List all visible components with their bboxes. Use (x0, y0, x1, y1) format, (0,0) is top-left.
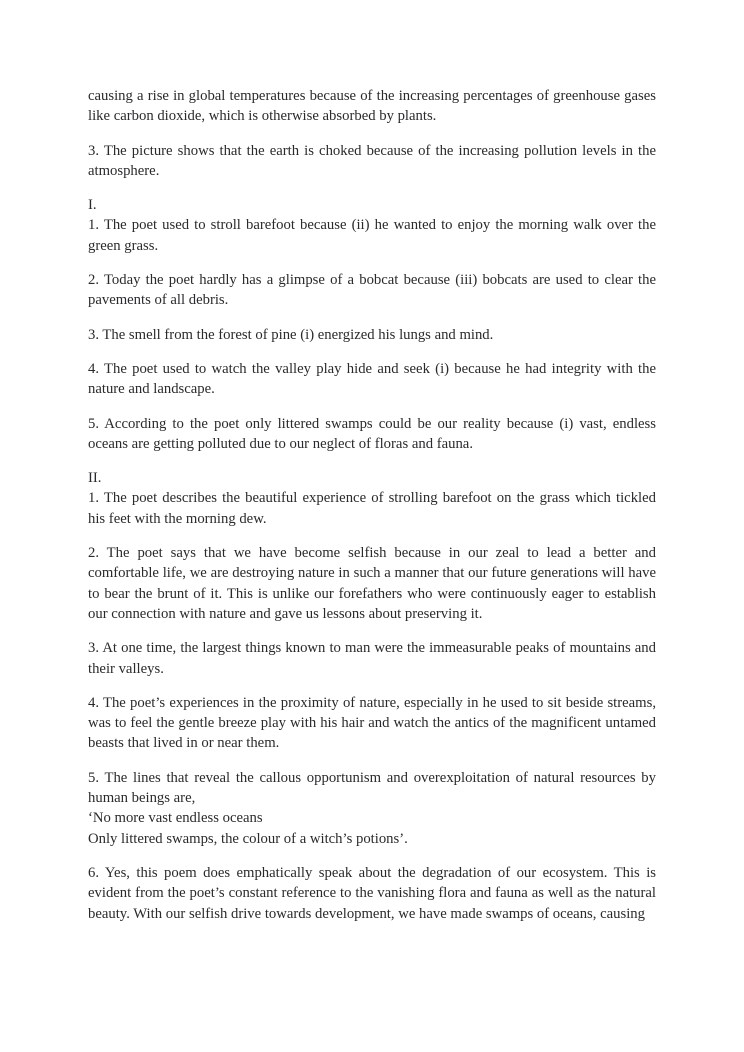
section-two-answer-2: 2. The poet says that we have become selfish because in our zeal to lead a better and comfortable life, we are destroying nature in such a manner that our future generations will have to bear the brunt of it. This is unlike our forefathers who were continuously eager to establish our connection with nature and gave us lessons about preserving it. (88, 545, 656, 622)
section-one-answer-4: 4. The poet used to watch the valley play hide and seek (i) because he had integrity with the nature and landscape. (88, 360, 656, 398)
section-two-answer-4: 4. The poet’s experiences in the proximity of nature, especially in he used to sit beside streams, was to feel the gentle breeze play with his hair and watch the antics of the magnificent untamed beasts that lived in or near them. (88, 694, 656, 752)
section-one-answer-2: 2. Today the poet hardly has a glimpse of a bobcat because (iii) bobcats are used to clear the pavements of all debris. (88, 272, 656, 309)
section-two-answer-1: 1. The poet describes the beautiful experience of strolling barefoot on the grass which tickled his feet with the morning dew. (88, 490, 656, 527)
poem-quote-line-1: ‘No more vast endless oceans (88, 810, 263, 827)
section-two-answer-3: 3. At one time, the largest things known to man were the immeasurable peaks of mountains and their valleys. (88, 640, 656, 677)
page-text-column (88, 86, 656, 938)
section-two-answer-5-intro: 5. The lines that reveal the callous opportunism and overexploitation of natural resources by human beings are, (88, 769, 656, 807)
section-heading-one: I. (88, 197, 97, 214)
section-one-answer-3: 3. The smell from the forest of pine (i) energized his lungs and mind. (88, 326, 494, 343)
answer-paragraph-3-intro: 3. The picture shows that the earth is choked because of the increasing pollution levels in the atmosphere. (88, 142, 656, 179)
section-one-answer-5: 5. According to the poet only littered swamps could be our reality because (i) vast, endless oceans are getting polluted due to our neglect of floras and fauna. (88, 415, 656, 452)
poem-quote-line-2: Only littered swamps, the colour of a witch’s potions’. (88, 830, 408, 847)
section-two-answer-6: 6. Yes, this poem does emphatically speak about the degradation of our ecosystem. This is evident from the poet’s constant reference to the vanishing flora and fauna as well as the natural beauty. With our selfish drive towards development, we have made swamps of oceans, causing (88, 864, 656, 922)
section-heading-two: II. (88, 470, 102, 487)
section-one-answer-1: 1. The poet used to stroll barefoot because (ii) he wanted to enjoy the morning walk over the green grass. (88, 217, 656, 254)
continuation-paragraph: causing a rise in global temperatures because of the increasing percentages of greenhouse gases like carbon dioxide, which is otherwise absorbed by plants. (88, 88, 656, 125)
